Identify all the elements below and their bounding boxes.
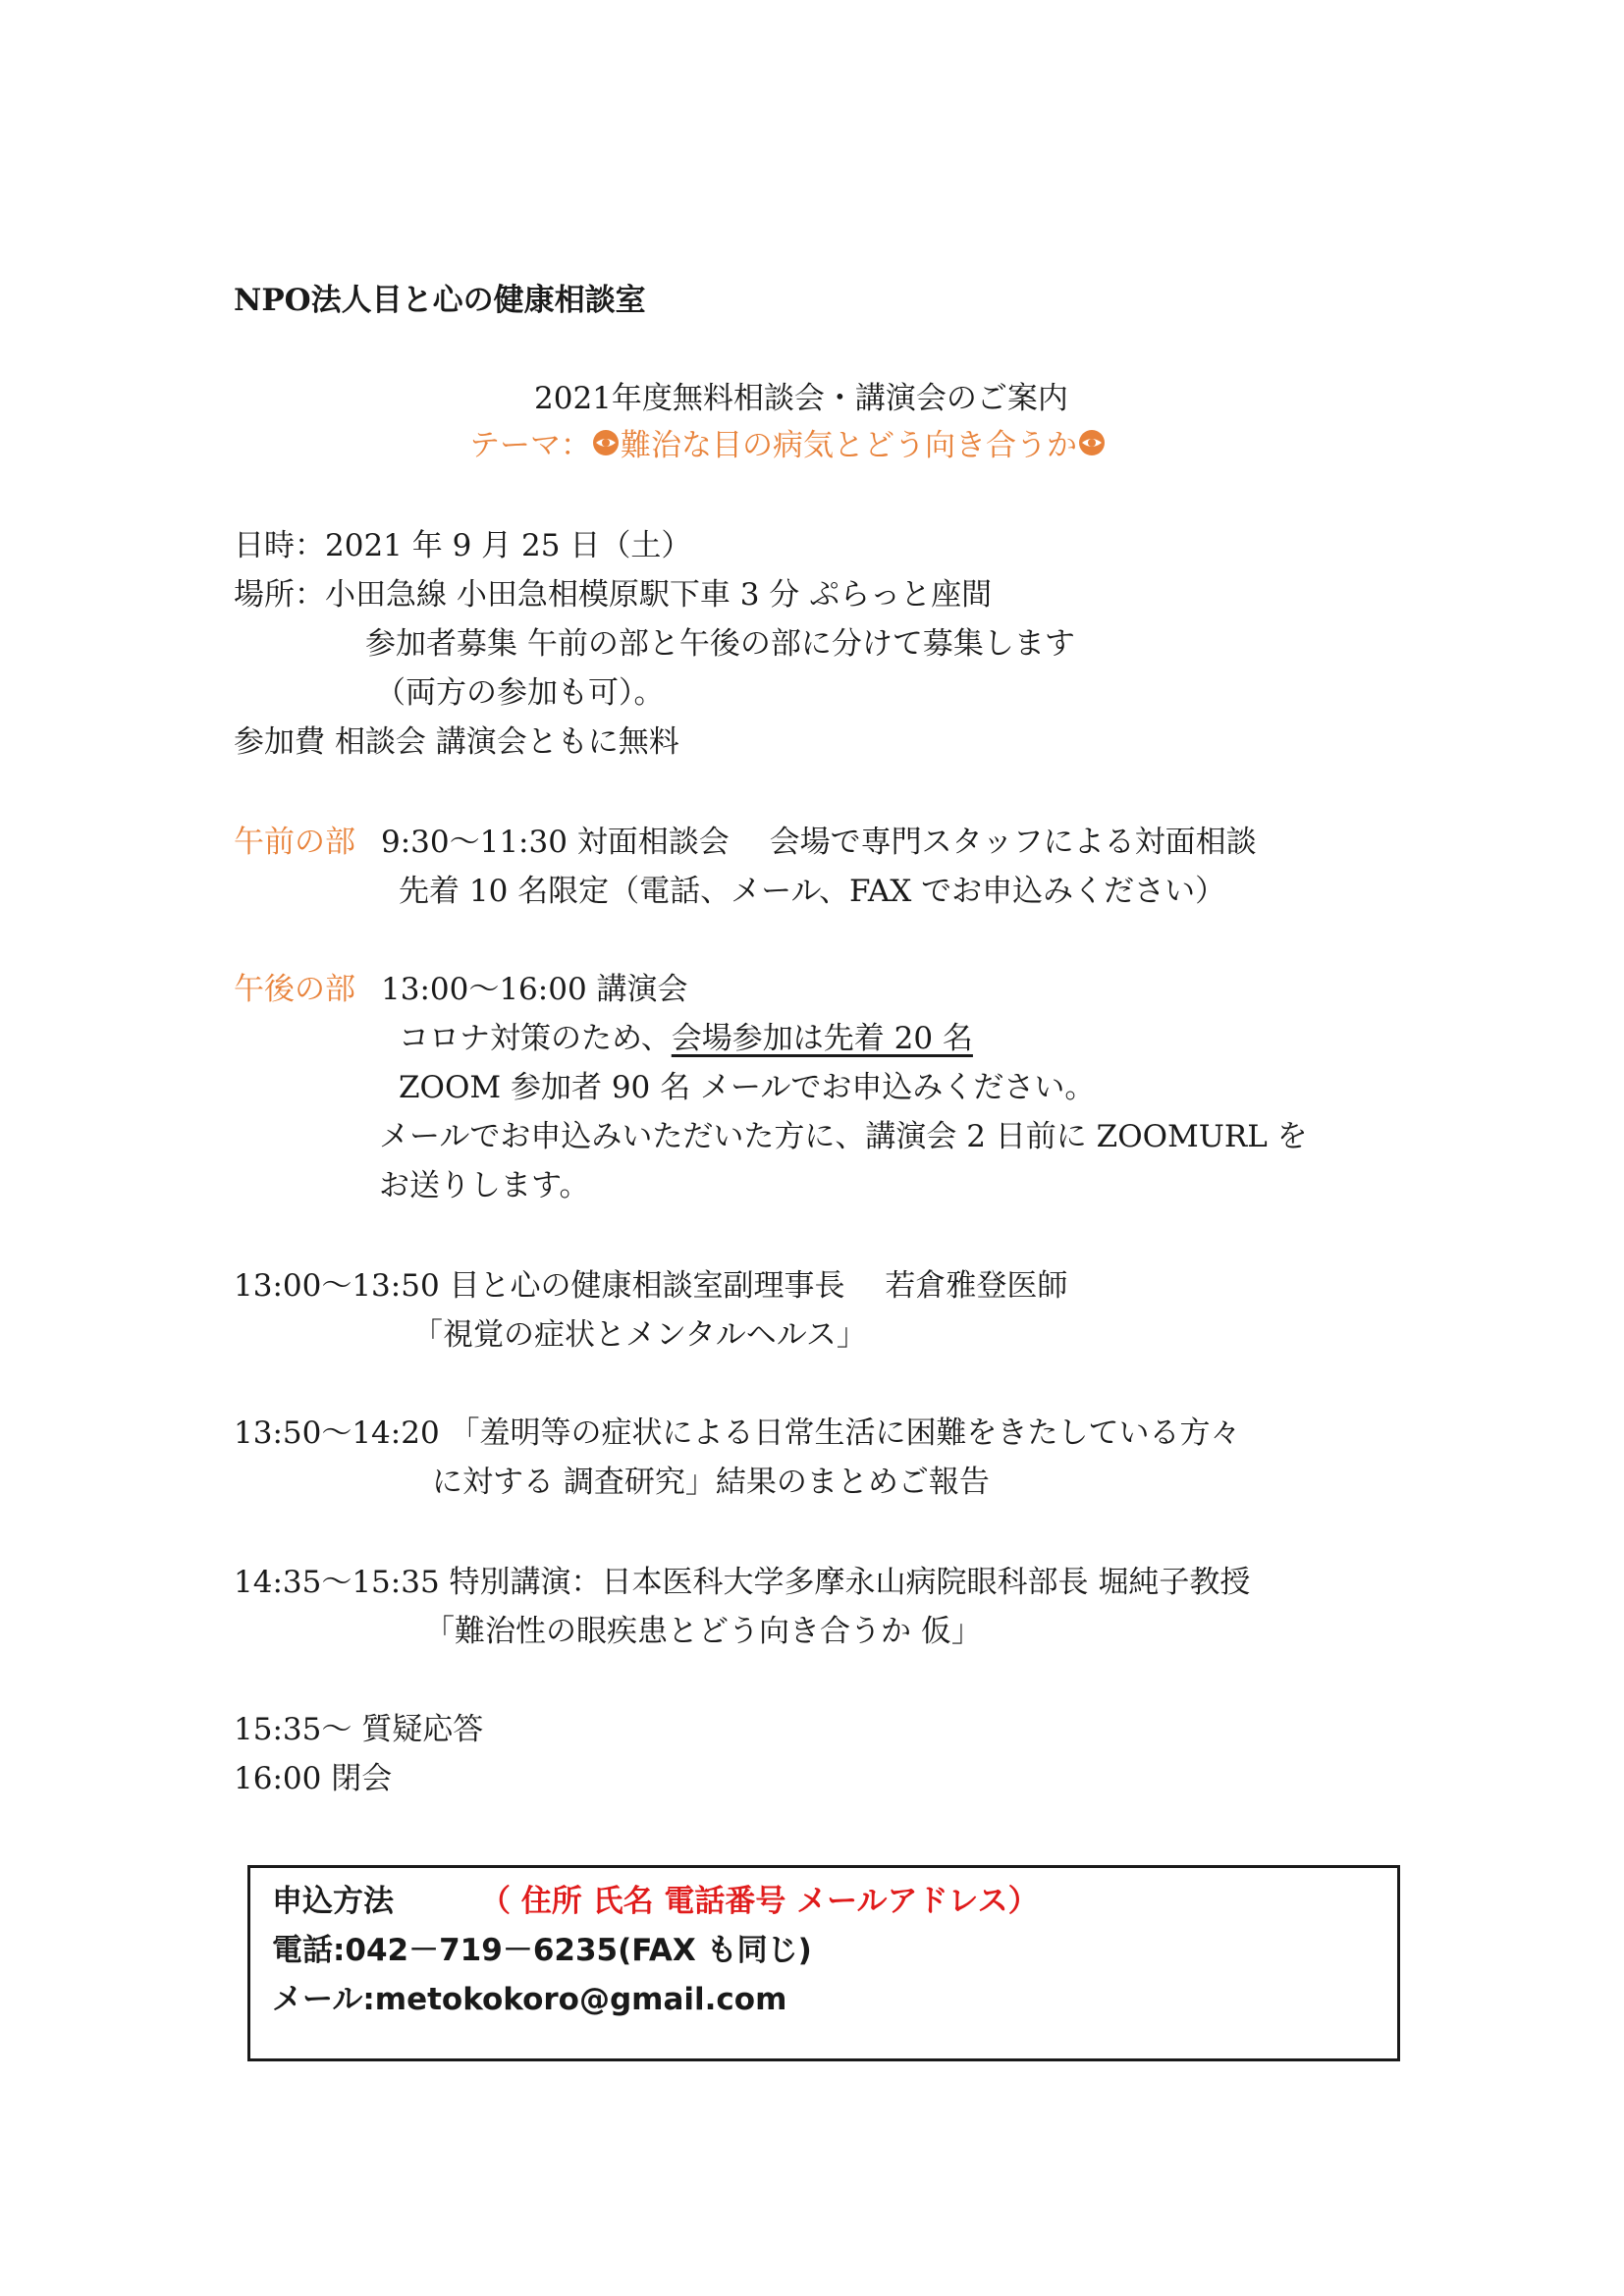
zoom-url-note-cont: お送りします。 [379, 1168, 590, 1203]
organization-name: NPO法人目と心の健康相談室 [234, 283, 646, 318]
morning-capacity: 先着 10 名限定（電話、メール、FAX でお申込みください） [399, 874, 1226, 909]
program-item-3-title: 「難治性の眼疾患とどう向き合うか 仮」 [424, 1614, 982, 1649]
application-phone: 電話:042－719－6235(FAX も同じ) [272, 1933, 812, 1968]
program-item-3: 14:35～15:35 特別講演：日本医科大学多摩永山病院眼科部長 堀純子教授 [234, 1565, 1251, 1600]
program-item-1-title: 「視覚の症状とメンタルヘルス」 [412, 1317, 867, 1353]
program-item-1: 13:00～13:50 目と心の健康相談室副理事長 若倉雅登医師 [234, 1268, 1068, 1304]
recruitment-note: （両方の参加も可）。 [375, 675, 665, 711]
participation-fee: 参加費 相談会 講演会ともに無料 [234, 724, 679, 760]
eye-icon [1077, 428, 1107, 467]
zoom-participants: ZOOM 参加者 90 名 メールでお申込みください。 [399, 1070, 1096, 1105]
morning-schedule: 9:30～11:30 対面相談会 会場で専門スタッフによる対面相談 [381, 825, 1257, 860]
application-label: 申込方法 [272, 1884, 394, 1919]
qa-session: 15:35～ 質疑応答 [234, 1712, 484, 1747]
venue-capacity: 会場参加は先着 20 名 [671, 1021, 973, 1056]
program-item-2-cont: に対する 調査研究」結果のまとめご報告 [432, 1465, 990, 1500]
afternoon-label: 午後の部 [234, 972, 355, 1007]
document-title: 2021年度無料相談会・講演会のご案内 [534, 381, 1068, 416]
event-date: 日時：2021 年 9 月 25 日（土） [234, 528, 692, 563]
event-place: 場所：小田急線 小田急相模原駅下車 3 分 ぷらっと座間 [234, 577, 993, 613]
morning-label: 午前の部 [234, 825, 355, 860]
afternoon-covid-note [399, 1019, 973, 1058]
theme-text: 難治な目の病気とどう向き合うか [621, 428, 1077, 463]
afternoon-schedule: 13:00～16:00 講演会 [381, 972, 688, 1007]
application-email: メール:metokokoro@gmail.com [272, 1982, 787, 2017]
theme-line [469, 426, 1107, 467]
application-box [247, 1865, 1400, 2061]
afternoon-covid-prefix: コロナ対策のため、 [399, 1021, 672, 1056]
program-item-2: 13:50～14:20 「羞明等の症状による日常生活に困難をきたしている方々 [234, 1415, 1241, 1451]
theme-label: テーマ： [469, 428, 591, 463]
application-required-fields: （ 住所 氏名 電話番号 メールアドレス） [480, 1884, 1039, 1919]
eye-icon [591, 428, 621, 467]
zoom-url-note: メールでお申込みいただいた方に、講演会 2 日前に ZOOMURL を [379, 1119, 1308, 1154]
closing-time: 16:00 閉会 [234, 1761, 393, 1796]
recruitment-text: 参加者募集 午前の部と午後の部に分けて募集します [365, 626, 1075, 662]
